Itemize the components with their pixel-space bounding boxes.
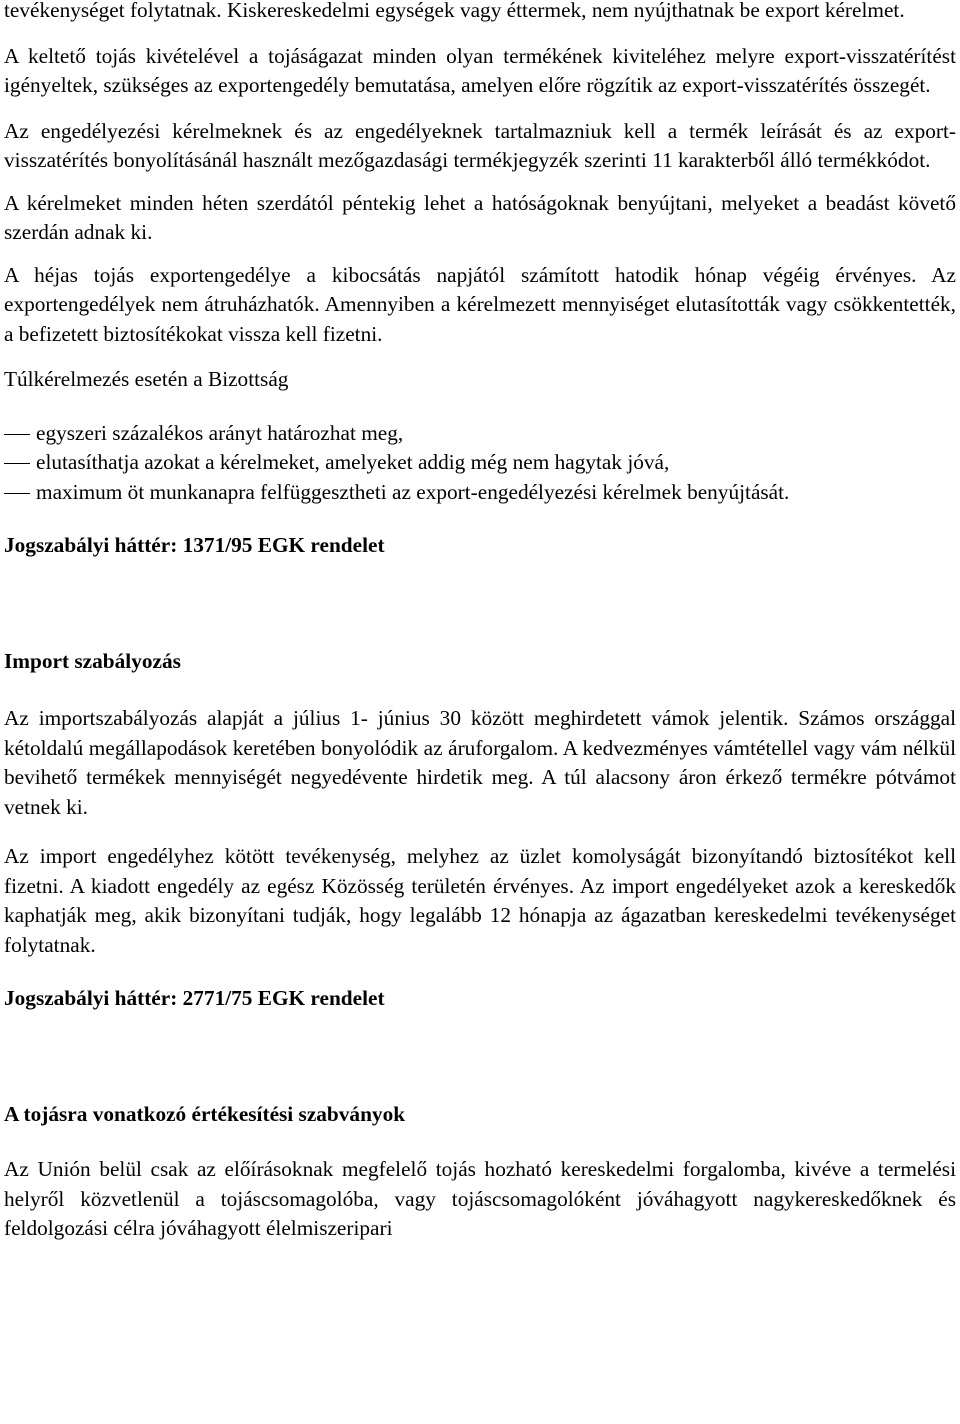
- paragraph-marketing-standards: Az Unión belül csak az előírásoknak megfelelő tojás hozható kereskedelmi forgalomba, kivéve a termelési helyről közvetlenül a tojáscsomagolóba, vagy tojáscsomagolóként jóváhagyott nagykereskedőknek és feldolgozási célra jóváhagyott élelmiszeripari: [4, 1157, 956, 1240]
- spacer: [4, 1014, 956, 1100]
- paragraph-import-license: Az import engedélyhez kötött tevékenység, melyhez az üzlet komolyságát bizonyítandó biztosítékot kell fizetni. A kiadott engedély az egész Közösség területén érvényes. Az import engedélyeket azok a kereskedők kaphatják meg, akik bizonyítani tudják, hogy legalább 12 hónapja az ágazatban kereskedelmi tevékenységet folytatnak.: [4, 844, 956, 957]
- list-item: maximum öt munkanapra felfüggesztheti az export-engedélyezési kérelmek benyújtását.: [4, 478, 956, 508]
- paragraph-submission-schedule: A kérelmeket minden héten szerdától péntekig lehet a hatóságoknak benyújtani, melyeket a beadást követő szerdán adnak ki.: [4, 190, 956, 244]
- paragraph-over-application: Túlkérelmezés esetén a Bizottság: [4, 367, 289, 391]
- paragraph-license-content: Az engedélyezési kérelmeknek és az engedélyeknek tartalmazniuk kell a termék leírását és az export-visszatérítés bonyolításánál használt mezőgazdasági termékjegyzék szerinti 11 karakterből álló termékkódot.: [4, 118, 956, 172]
- list-item: egyszeri százalékos arányt határozhat meg,: [4, 419, 956, 449]
- commission-measures-list: [4, 419, 956, 508]
- marketing-standards-heading: A tojásra vonatkozó értékesítési szabványok: [4, 1101, 406, 1126]
- paragraph-import-basis: Az importszabályozás alapját a július 1- június 30 között meghirdetett vámok jelentik. Számos országgal kétoldalú megállapodások keretében bonyolódik az áruforgalom. A kedvezményes vámtétellel vagy vám nélkül bevihető termékek mennyiségét negyedévente hirdetik meg. A túl alacsony áron érkező termékre pótvámot vetnek ki.: [4, 706, 956, 819]
- list-item: elutasíthatja azokat a kérelmeket, amelyeket addig még nem hagytak jóvá,: [4, 448, 956, 478]
- import-regulation-heading: Import szabályozás: [4, 648, 181, 673]
- paragraph-license-validity: A héjas tojás exportengedélye a kibocsátás napjától számított hatodik hónap végéig érvényes. Az exportengedélyek nem átruházhatók. Amennyiben a kérelmezett mennyiséget elutasították vagy csökkentették, a befizetett biztosítékokat vissza kell fizetni.: [4, 262, 956, 346]
- paragraph-export-request: tevékenységet folytatnak. Kiskereskedelmi egységek vagy éttermek, nem nyújthatnak be export kérelmet.: [4, 0, 905, 22]
- spacer: [4, 561, 956, 647]
- legal-background-heading-1: Jogszabályi háttér: 1371/95 EGK rendelet: [4, 533, 385, 557]
- paragraph-export-license: A keltető tojás kivételével a tojáságazat minden olyan termékének kiviteléhez melyre export-visszatérítést igényeltek, szükséges az exportengedély bemutatása, amelyen előre rögzítik az export-visszatérítés összegét.: [4, 43, 956, 97]
- document-page: [4, 0, 956, 1260]
- legal-background-heading-2: Jogszabályi háttér: 2771/75 EGK rendelet: [4, 986, 385, 1010]
